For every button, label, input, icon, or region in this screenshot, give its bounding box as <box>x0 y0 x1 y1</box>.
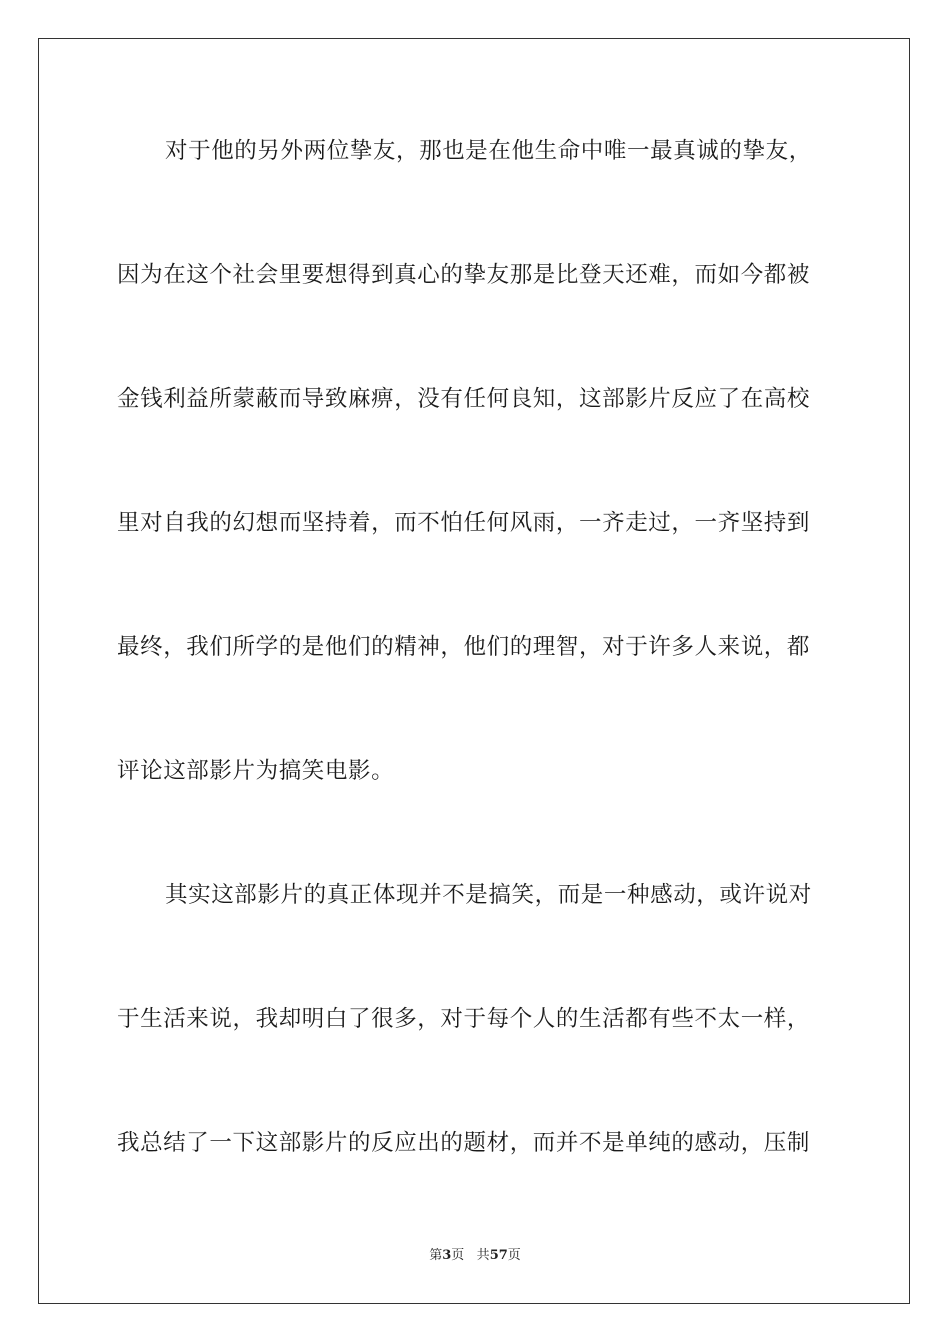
text-line: 其实这部影片的真正体现并不是搞笑，而是一种感动，或许说对 <box>165 882 812 908</box>
page-border <box>38 38 910 1304</box>
total-pages: 57 <box>489 1248 508 1263</box>
page-number: 3 <box>442 1248 452 1263</box>
page-prefix: 第 <box>429 1248 443 1263</box>
text-line: 评论这部影片为搞笑电影。 <box>117 758 395 784</box>
total-prefix: 共 <box>476 1248 490 1263</box>
text-line: 我总结了一下这部影片的反应出的题材，而并不是单纯的感动，压制 <box>117 1130 811 1156</box>
text-line: 于生活来说，我却明白了很多，对于每个人的生活都有些不太一样， <box>117 1006 811 1032</box>
text-line: 因为在这个社会里要想得到真心的挚友那是比登天还难，而如今都被 <box>117 262 811 288</box>
text-line: 金钱利益所蒙蔽而导致麻痹，没有任何良知，这部影片反应了在高校 <box>117 386 811 412</box>
text-line: 里对自我的幻想而坚持着，而不怕任何风雨，一齐走过，一齐坚持到 <box>117 510 811 536</box>
total-suffix: 页 <box>507 1248 521 1263</box>
text-line: 对于他的另外两位挚友，那也是在他生命中唯一最真诚的挚友， <box>165 138 812 164</box>
page-suffix: 页 <box>451 1248 465 1263</box>
page-footer <box>0 1247 950 1265</box>
text-line: 最终，我们所学的是他们的精神，他们的理智，对于许多人来说，都 <box>117 634 811 660</box>
